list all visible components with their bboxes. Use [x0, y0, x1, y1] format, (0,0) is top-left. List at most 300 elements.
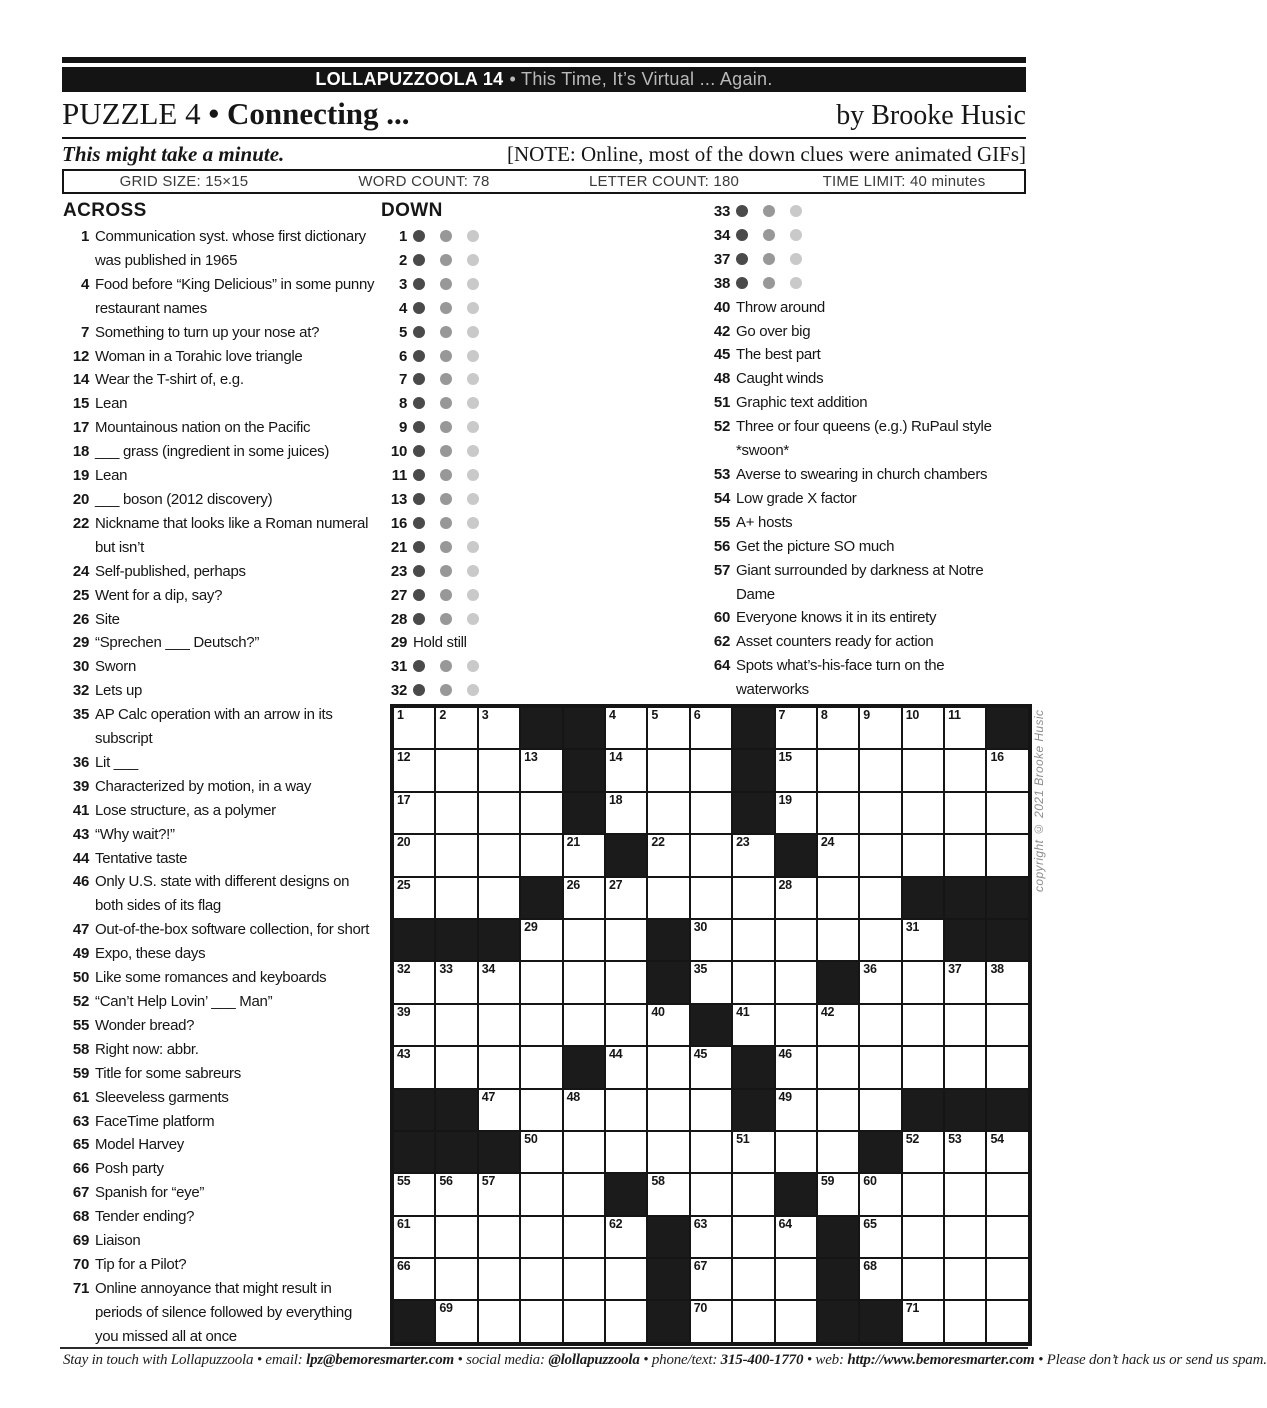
grid-cell[interactable] [605, 877, 647, 919]
grid-cell-number: 6 [693, 708, 701, 722]
grid-cell[interactable] [902, 834, 944, 876]
grid-cell[interactable] [732, 1216, 774, 1258]
dot-icon [413, 517, 425, 529]
gif-placeholder-dots [413, 608, 681, 632]
grid-cell-number: 24 [820, 835, 835, 850]
clue-text: “Sprechen ___ Deutsch?” [95, 634, 260, 652]
grid-cell[interactable] [775, 1216, 817, 1258]
grid-cell[interactable] [520, 1258, 562, 1300]
dot-icon [736, 277, 748, 289]
clue-number: 29 [72, 634, 89, 652]
grid-cell[interactable] [563, 1258, 605, 1300]
grid-cell[interactable] [393, 1258, 435, 1300]
grid-cell[interactable] [605, 1004, 647, 1046]
grid-cell[interactable] [944, 1131, 986, 1173]
grid-cell[interactable] [817, 834, 859, 876]
grid-cell[interactable] [859, 961, 901, 1003]
grid-cell-number: 42 [820, 1004, 835, 1019]
grid-cell[interactable] [817, 1173, 859, 1215]
grid-cell[interactable] [690, 1131, 732, 1173]
grid-cell[interactable] [732, 1300, 774, 1342]
clue-number: 9 [398, 419, 407, 437]
grid-cell[interactable] [775, 919, 817, 961]
clue-text: Expo, these days [95, 945, 206, 963]
grid-cell[interactable] [732, 1131, 774, 1173]
clue-number: 69 [72, 1232, 89, 1250]
grid-cell[interactable] [435, 749, 477, 791]
grid-cell[interactable] [690, 749, 732, 791]
clue-text: Asset counters ready for action [736, 633, 934, 651]
dot-icon [413, 660, 425, 672]
grid-cell[interactable] [690, 1216, 732, 1258]
clue-number: 1 [398, 228, 407, 245]
grid-cell[interactable] [393, 1216, 435, 1258]
grid-cell[interactable] [817, 707, 859, 749]
grid-cell[interactable] [986, 834, 1028, 876]
grid-cell[interactable] [647, 877, 689, 919]
dot-icon [467, 230, 479, 242]
grid-cell[interactable] [817, 749, 859, 791]
clue-text: FaceTime platform [95, 1112, 215, 1130]
grid-cell[interactable] [605, 919, 647, 961]
grid-cell[interactable] [478, 749, 520, 791]
grid-cell[interactable] [944, 1046, 986, 1088]
grid-cell[interactable] [605, 1300, 647, 1342]
clue-text: Giant surrounded by darkness at Notre Dame [736, 561, 984, 603]
clue-number: 55 [713, 513, 730, 531]
clue-row [63, 1110, 385, 1134]
clue-row [381, 273, 681, 297]
grid-cell[interactable] [817, 919, 859, 961]
grid-cell[interactable] [944, 749, 986, 791]
grid-cell[interactable] [435, 1046, 477, 1088]
grid-cell[interactable] [902, 1046, 944, 1088]
clue-text: Something to turn up your nose at? [95, 323, 320, 341]
grid-cell[interactable] [393, 961, 435, 1003]
clue-number: 47 [72, 921, 89, 939]
clue-number: 18 [72, 443, 89, 461]
grid-cell[interactable] [563, 961, 605, 1003]
grid-cell[interactable] [859, 792, 901, 834]
clue-text: AP Calc operation with an arrow in its subscript [95, 706, 333, 748]
grid-cell[interactable] [902, 749, 944, 791]
grid-cell[interactable] [393, 877, 435, 919]
grid-cell[interactable] [690, 792, 732, 834]
grid-cell[interactable] [902, 1004, 944, 1046]
footer [63, 1352, 1267, 1369]
grid-cell[interactable] [563, 834, 605, 876]
clue-number: 27 [390, 586, 407, 604]
clue-text: The best part [736, 346, 821, 364]
grid-cell[interactable] [902, 1300, 944, 1342]
grid-cell[interactable] [732, 1258, 774, 1300]
grid-cell[interactable] [605, 1089, 647, 1131]
dot-icon [763, 205, 775, 217]
grid-cell[interactable] [986, 1173, 1028, 1215]
grid-cell[interactable] [435, 877, 477, 919]
grid-cell[interactable] [775, 1300, 817, 1342]
dot-icon [736, 229, 748, 241]
dot-icon [790, 205, 802, 217]
grid-cell-number: 8 [820, 708, 828, 722]
dot-icon [440, 373, 452, 385]
grid-cell-number: 49 [778, 1089, 792, 1104]
grid-cell[interactable] [563, 877, 605, 919]
grid-cell[interactable] [563, 1004, 605, 1046]
grid-cell[interactable] [775, 1089, 817, 1131]
grid-cell[interactable] [478, 1258, 520, 1300]
grid-cell[interactable] [520, 749, 562, 791]
clue-number: 8 [398, 395, 407, 413]
grid-cell[interactable] [775, 1004, 817, 1046]
clue-number: 13 [390, 490, 407, 508]
grid-cell[interactable] [986, 961, 1028, 1003]
grid-cell[interactable] [732, 1173, 774, 1215]
clue-text: Sleeveless garments [95, 1088, 229, 1106]
grid-cell[interactable] [478, 1173, 520, 1215]
clue-row [704, 367, 1026, 391]
grid-cell[interactable] [520, 834, 562, 876]
grid-cell[interactable] [775, 1046, 817, 1088]
grid-cell[interactable] [859, 877, 901, 919]
grid-cell[interactable] [690, 1089, 732, 1131]
grid-cell[interactable] [393, 1004, 435, 1046]
grid-cell[interactable] [647, 792, 689, 834]
clue-number: 19 [72, 467, 89, 485]
grid-cell[interactable] [775, 707, 817, 749]
grid-cell[interactable] [859, 1046, 901, 1088]
grid-cell[interactable] [435, 961, 477, 1003]
grid-black-cell [775, 1173, 817, 1215]
grid-cell[interactable] [647, 1046, 689, 1088]
clue-row [63, 512, 385, 560]
grid-cell[interactable] [775, 749, 817, 791]
grid-cell[interactable] [817, 1046, 859, 1088]
dot-icon [467, 373, 479, 385]
grid-cell[interactable] [393, 792, 435, 834]
grid-cell[interactable] [859, 919, 901, 961]
grid-cell[interactable] [859, 1258, 901, 1300]
grid-cell[interactable] [435, 1258, 477, 1300]
clue-text: Caught winds [736, 370, 824, 388]
grid-black-cell [520, 707, 562, 749]
gif-placeholder-dots [413, 584, 681, 608]
grid-cell[interactable] [393, 1173, 435, 1215]
grid-cell[interactable] [690, 961, 732, 1003]
grid-cell[interactable] [605, 1258, 647, 1300]
grid-cell-number: 66 [397, 1259, 411, 1274]
grid-cell-number: 5 [651, 708, 658, 722]
grid-cell[interactable] [859, 1173, 901, 1215]
grid-cell[interactable] [732, 834, 774, 876]
clue-row [381, 679, 681, 703]
grid-cell[interactable] [902, 919, 944, 961]
grid-cell[interactable] [775, 792, 817, 834]
grid-cell[interactable] [986, 1004, 1028, 1046]
grid-black-cell [563, 792, 605, 834]
grid-cell[interactable] [563, 1173, 605, 1215]
grid-cell[interactable] [393, 749, 435, 791]
grid-cell[interactable] [393, 834, 435, 876]
grid-cell[interactable] [732, 877, 774, 919]
clue-text: Woman in a Torahic love triangle [95, 347, 303, 365]
grid-cell[interactable] [435, 834, 477, 876]
grid-cell[interactable] [944, 707, 986, 749]
grid-cell[interactable] [520, 1216, 562, 1258]
grid-black-cell [520, 877, 562, 919]
clue-number: 43 [72, 825, 89, 843]
grid-cell[interactable] [690, 919, 732, 961]
grid-cell[interactable] [605, 707, 647, 749]
grid-black-cell [690, 1004, 732, 1046]
grid-cell[interactable] [520, 792, 562, 834]
grid-cell[interactable] [520, 1046, 562, 1088]
grid-cell[interactable] [902, 792, 944, 834]
grid-cell[interactable] [647, 834, 689, 876]
grid-cell[interactable] [478, 1004, 520, 1046]
grid-cell[interactable] [944, 1216, 986, 1258]
clue-number: 62 [713, 633, 730, 651]
grid-cell[interactable] [563, 919, 605, 961]
grid-cell[interactable] [902, 1173, 944, 1215]
gif-placeholder-dots [413, 655, 681, 679]
gif-placeholder-dots [413, 512, 681, 536]
grid-cell[interactable] [605, 1131, 647, 1173]
clue-text: Low grade X factor [736, 489, 857, 507]
dot-icon [790, 253, 802, 265]
clue-row [63, 321, 385, 345]
dot-icon [467, 278, 479, 290]
clue-number: 22 [72, 514, 89, 532]
grid-cell[interactable] [859, 749, 901, 791]
dot-icon [467, 565, 479, 577]
grid-cell-number: 4 [608, 708, 616, 722]
clue-text: Nickname that looks like a Roman numeral but isn’t [95, 514, 369, 556]
grid-cell[interactable] [435, 1300, 477, 1342]
clue-row [63, 608, 385, 632]
grid-cell[interactable] [393, 707, 435, 749]
grid-cell[interactable] [944, 792, 986, 834]
grid-black-cell [902, 1089, 944, 1131]
clue-number: 4 [398, 299, 407, 317]
grid-cell[interactable] [986, 1300, 1028, 1342]
grid-cell[interactable] [775, 1131, 817, 1173]
byline: by Brooke Husic [836, 100, 1026, 131]
grid-cell[interactable] [478, 1046, 520, 1088]
grid-cell[interactable] [520, 1089, 562, 1131]
clue-number: 50 [72, 969, 89, 987]
grid-cell[interactable] [859, 707, 901, 749]
grid-black-cell [647, 1258, 689, 1300]
grid-cell[interactable] [605, 1046, 647, 1088]
grid-cell[interactable] [775, 877, 817, 919]
grid-black-cell [563, 749, 605, 791]
footer-contact-link[interactable]: 315-400-1770 [720, 1352, 804, 1368]
grid-cell[interactable] [944, 1004, 986, 1046]
grid-cell-number: 50 [524, 1131, 538, 1146]
grid-cell[interactable] [563, 1131, 605, 1173]
grid-cell[interactable] [732, 919, 774, 961]
grid-cell[interactable] [520, 1004, 562, 1046]
grid-cell[interactable] [605, 961, 647, 1003]
grid-cell[interactable] [435, 707, 477, 749]
grid-black-cell [732, 749, 774, 791]
grid-cell[interactable] [690, 1300, 732, 1342]
grid-cell[interactable] [775, 1258, 817, 1300]
grid-cell[interactable] [817, 1089, 859, 1131]
clue-text: Mountainous nation on the Pacific [95, 419, 311, 437]
dot-icon [763, 277, 775, 289]
grid-cell[interactable] [859, 1216, 901, 1258]
note-right: [NOTE: Online, most of the down clues were animated GIFs] [506, 142, 1026, 166]
grid-cell[interactable] [986, 1258, 1028, 1300]
clue-number: 11 [391, 467, 407, 485]
grid-cell[interactable] [605, 1216, 647, 1258]
grid-cell[interactable] [520, 919, 562, 961]
grid-cell-number: 69 [439, 1301, 453, 1316]
dot-icon [413, 350, 425, 362]
footer-contact-link[interactable]: lpz@bemoresmarter.com [306, 1352, 454, 1368]
grid-cell[interactable] [902, 961, 944, 1003]
clue-row [704, 320, 1026, 344]
grid-black-cell [393, 1089, 435, 1131]
grid-cell[interactable] [817, 1131, 859, 1173]
title-row [62, 96, 1026, 132]
down-heading: DOWN [381, 200, 443, 221]
dot-icon [413, 469, 425, 481]
grid-cell[interactable] [647, 1131, 689, 1173]
gif-placeholder-dots [413, 440, 681, 464]
clue-number: 20 [72, 490, 89, 508]
grid-cell-number: 64 [778, 1216, 792, 1231]
grid-cell[interactable] [902, 1258, 944, 1300]
grid-cell[interactable] [478, 1089, 520, 1131]
grid-cell[interactable] [393, 1046, 435, 1088]
gif-placeholder-dots [413, 560, 681, 584]
grid-cell[interactable] [944, 1258, 986, 1300]
grid-cell[interactable] [775, 961, 817, 1003]
dot-icon [440, 660, 452, 672]
grid-cell[interactable] [817, 1004, 859, 1046]
grid-cell[interactable] [902, 1131, 944, 1173]
grid-cell[interactable] [859, 1004, 901, 1046]
grid-cell[interactable] [647, 1173, 689, 1215]
grid-cell[interactable] [520, 1173, 562, 1215]
grid-cell[interactable] [605, 792, 647, 834]
clue-row [63, 392, 385, 416]
footer-contact-link[interactable]: @lollapuzzoola [548, 1352, 640, 1368]
clue-row [63, 273, 385, 321]
grid-cell[interactable] [732, 1004, 774, 1046]
clue-text: Title for some sabreurs [95, 1064, 241, 1082]
info-word-count: WORD COUNT: 78 [358, 173, 490, 190]
clue-row [381, 631, 681, 655]
grid-cell[interactable] [902, 1216, 944, 1258]
grid-cell[interactable] [478, 792, 520, 834]
grid-cell[interactable] [690, 1046, 732, 1088]
grid-cell[interactable] [690, 1258, 732, 1300]
grid-cell[interactable] [647, 1004, 689, 1046]
dot-icon [467, 469, 479, 481]
grid-cell[interactable] [520, 1131, 562, 1173]
grid-cell[interactable] [986, 749, 1028, 791]
clue-text: Averse to swearing in church chambers [736, 465, 988, 483]
gif-placeholder-dots [413, 392, 681, 416]
clue-text: Wear the T-shirt of, e.g. [95, 371, 244, 389]
footer-contact-link[interactable]: http://www.bemoresmarter.com [847, 1352, 1035, 1368]
clue-text: Only U.S. state with different designs on both sides of its flag [95, 873, 350, 915]
grid-cell[interactable] [902, 707, 944, 749]
grid-cell[interactable] [520, 1300, 562, 1342]
grid-cell[interactable] [563, 1300, 605, 1342]
grid-cell[interactable] [690, 877, 732, 919]
grid-cell[interactable] [478, 961, 520, 1003]
clue-row [63, 440, 385, 464]
clue-text: Communication syst. whose first dictionary was published in 1965 [95, 228, 366, 269]
grid-cell[interactable] [647, 749, 689, 791]
grid-cell[interactable] [478, 1300, 520, 1342]
grid-cell[interactable] [690, 707, 732, 749]
clue-number: 32 [72, 682, 89, 700]
grid-cell[interactable] [944, 1300, 986, 1342]
grid-cell[interactable] [986, 1046, 1028, 1088]
clue-number: 49 [72, 945, 89, 963]
grid-cell[interactable] [647, 1089, 689, 1131]
grid-cell[interactable] [986, 1131, 1028, 1173]
grid-cell[interactable] [478, 877, 520, 919]
clue-row [63, 823, 385, 847]
grid-cell[interactable] [944, 834, 986, 876]
grid-cell[interactable] [605, 749, 647, 791]
grid-cell[interactable] [478, 834, 520, 876]
grid-cell[interactable] [986, 792, 1028, 834]
clue-number: 32 [390, 682, 407, 700]
grid-cell[interactable] [435, 1173, 477, 1215]
grid-cell-number: 48 [566, 1089, 580, 1104]
grid-cell[interactable] [732, 961, 774, 1003]
grid-cell[interactable] [690, 834, 732, 876]
grid-cell[interactable] [944, 1173, 986, 1215]
grid-cell[interactable] [859, 1089, 901, 1131]
grid-cell[interactable] [817, 792, 859, 834]
grid-cell-number: 19 [778, 792, 792, 807]
clue-number: 16 [390, 514, 407, 532]
grid-black-cell [986, 877, 1028, 919]
dot-icon [467, 421, 479, 433]
grid-cell[interactable] [435, 1004, 477, 1046]
top-rule [62, 57, 1026, 63]
clue-text: Go over big [736, 322, 811, 340]
grid-cell[interactable] [563, 1216, 605, 1258]
grid-cell[interactable] [478, 1216, 520, 1258]
grid-cell[interactable] [435, 792, 477, 834]
grid-cell[interactable] [563, 1089, 605, 1131]
grid-cell[interactable] [478, 707, 520, 749]
grid-cell[interactable] [986, 1216, 1028, 1258]
grid-cell[interactable] [944, 961, 986, 1003]
grid-cell[interactable] [647, 707, 689, 749]
clue-row [63, 799, 385, 823]
grid-cell[interactable] [435, 1216, 477, 1258]
grid-cell[interactable] [859, 834, 901, 876]
grid-cell[interactable] [817, 877, 859, 919]
dot-icon [440, 541, 452, 553]
clue-number: 45 [713, 346, 730, 364]
grid-cell[interactable] [690, 1173, 732, 1215]
clue-number: 6 [398, 347, 407, 365]
grid-black-cell [647, 961, 689, 1003]
grid-cell[interactable] [520, 961, 562, 1003]
